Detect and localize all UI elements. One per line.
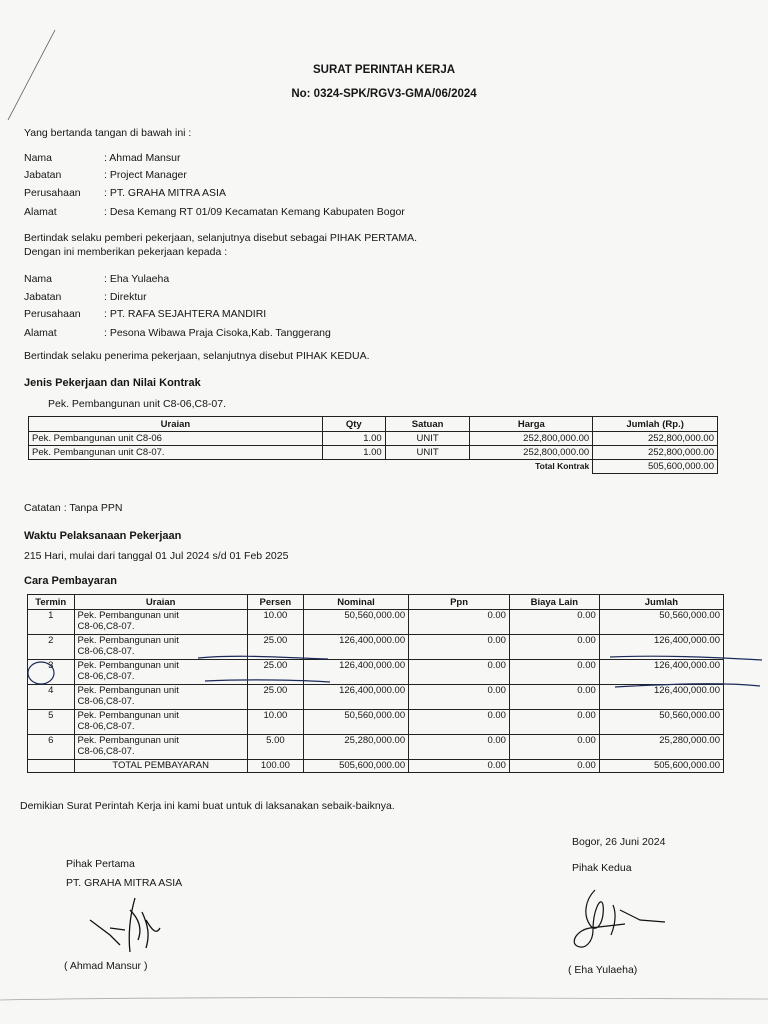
schedule-text: 215 Hari, mulai dari tanggal 01 Jul 2024 s/d 01 Feb 2025 [24,550,289,562]
second-party-title: Pihak Kedua [572,862,632,874]
first-party-label: Alamat [24,206,57,218]
termin-number: 1 [28,610,75,635]
item-unit: UNIT [385,432,470,446]
description-line: C8-06,C8-07. [77,621,135,632]
first-party-label: Perusahaan [24,187,81,199]
description-line: C8-06,C8-07. [77,671,135,682]
item-unit: UNIT [385,446,470,460]
termin-nominal: 50,560,000.00 [303,710,408,735]
termin-amount: 126,400,000.00 [599,660,723,685]
total-ppn: 0.00 [409,760,510,773]
column-header: Ppn [409,595,510,610]
description-line: Pek. Pembangunan unit [77,685,179,696]
termin-number: 2 [28,635,75,660]
first-party-label: Nama [24,152,53,164]
intro-text: Yang bertanda tangan di bawah ini : [24,127,192,139]
underline-mark [205,680,330,682]
termin-nominal: 126,400,000.00 [303,685,408,710]
item-amount: 252,800,000.00 [593,432,718,446]
termin-number: 3 [28,660,75,685]
underline-mark [615,684,760,687]
first-party-value: : Desa Kemang RT 01/09 Kecamatan Kemang Kabupaten Bogor [104,206,405,218]
document-number: No: 0324-SPK/RGV3-GMA/06/2024 [291,88,477,100]
total-nominal: 505,600,000.00 [303,760,408,773]
termin-nominal: 126,400,000.00 [303,660,408,685]
termin-ppn: 0.00 [409,660,510,685]
item-price: 252,800,000.00 [470,432,593,446]
column-header: Persen [247,595,303,610]
first-party-value: : Project Manager [104,169,187,181]
item-price: 252,800,000.00 [470,446,593,460]
first-party-label: Jabatan [24,169,62,181]
second-party-value: : Direktur [104,291,147,303]
description-line: C8-06,C8-07. [77,746,135,757]
termin-other-cost: 0.00 [509,710,599,735]
termin-percent: 25.00 [247,685,303,710]
payment-heading: Cara Pembayaran [24,575,117,587]
description-line: Pek. Pembangunan unit [77,610,179,621]
place-date: Bogor, 26 Juni 2024 [572,836,666,848]
second-party-label: Nama [24,273,53,285]
column-header: Qty [322,417,385,432]
description-line: Pek. Pembangunan unit [77,735,179,746]
termin-percent: 25.00 [247,635,303,660]
column-header: Jumlah (Rp.) [593,417,718,432]
column-header: Uraian [29,417,323,432]
work-description: Pek. Pembangunan unit C8-06,C8-07. [48,398,227,410]
termin-ppn: 0.00 [409,635,510,660]
underline-mark [198,656,328,659]
second-party-statement: Bertindak selaku penerima pekerjaan, selanjutnya disebut PIHAK KEDUA. [24,350,370,362]
item-qty: 1.00 [322,446,385,460]
column-header: Termin [28,595,75,610]
total-payment-label: TOTAL PEMBAYARAN [74,760,247,773]
termin-number: 6 [28,735,75,760]
description-line: Pek. Pembangunan unit [77,660,179,671]
termin-other-cost: 0.00 [509,660,599,685]
termin-other-cost: 0.00 [509,685,599,710]
total-contract-value: 505,600,000.00 [593,460,718,474]
first-party-signature [80,890,200,970]
underline-mark [610,656,762,660]
termin-number: 4 [28,685,75,710]
termin-ppn: 0.00 [409,735,510,760]
termin-amount: 50,560,000.00 [599,610,723,635]
termin-ppn: 0.00 [409,685,510,710]
second-party-label: Jabatan [24,291,62,303]
termin-percent: 10.00 [247,710,303,735]
termin-other-cost: 0.00 [509,735,599,760]
description-line: Pek. Pembangunan unit [77,635,179,646]
description-line: C8-06,C8-07. [77,696,135,707]
item-qty: 1.00 [322,432,385,446]
scan-mark [0,998,768,1000]
circle-mark [28,662,54,684]
item-description: Pek. Pembangunan unit C8-07. [29,446,323,460]
second-party-value: : PT. RAFA SEJAHTERA MANDIRI [104,308,267,320]
column-header: Jumlah [599,595,723,610]
termin-ppn: 0.00 [409,610,510,635]
termin-nominal: 126,400,000.00 [303,635,408,660]
termin-other-cost: 0.00 [509,610,599,635]
description-line: Pek. Pembangunan unit [77,710,179,721]
column-header: Biaya Lain [509,595,599,610]
termin-nominal: 50,560,000.00 [303,610,408,635]
termin-percent: 5.00 [247,735,303,760]
termin-amount: 126,400,000.00 [599,685,723,710]
second-party-value: : Eha Yulaeha [104,273,170,285]
second-party-signature [555,880,685,960]
first-party-name: ( Ahmad Mansur ) [64,960,148,972]
closing-text: Demikian Surat Perintah Kerja ini kami buat untuk di laksanakan sebaik-baiknya. [20,800,395,812]
total-percent: 100.00 [247,760,303,773]
handover-statement: Dengan ini memberikan pekerjaan kepada : [24,246,228,258]
scan-mark [8,30,55,120]
note-text: Catatan : Tanpa PPN [24,502,123,514]
description-line: C8-06,C8-07. [77,721,135,732]
column-header: Harga [470,417,593,432]
total-other-cost: 0.00 [509,760,599,773]
item-description: Pek. Pembangunan unit C8-06 [29,432,323,446]
first-party-value: : PT. GRAHA MITRA ASIA [104,187,226,199]
termin-nominal: 25,280,000.00 [303,735,408,760]
second-party-label: Perusahaan [24,308,81,320]
termin-percent: 25.00 [247,660,303,685]
first-party-value: : Ahmad Mansur [104,152,181,164]
second-party-name: ( Eha Yulaeha) [568,964,638,976]
termin-percent: 10.00 [247,610,303,635]
column-header: Nominal [303,595,408,610]
total-amount: 505,600,000.00 [599,760,723,773]
work-heading: Jenis Pekerjaan dan Nilai Kontrak [24,377,201,389]
document-title: SURAT PERINTAH KERJA [312,64,456,76]
termin-amount: 25,280,000.00 [599,735,723,760]
termin-number: 5 [28,710,75,735]
schedule-heading: Waktu Pelaksanaan Pekerjaan [24,530,182,542]
termin-amount: 50,560,000.00 [599,710,723,735]
description-line: C8-06,C8-07. [77,646,135,657]
item-amount: 252,800,000.00 [593,446,718,460]
column-header: Satuan [385,417,470,432]
first-party-title: Pihak Pertama [66,858,135,870]
column-header: Uraian [74,595,247,610]
termin-other-cost: 0.00 [509,635,599,660]
total-contract-label: Total Kontrak [535,461,590,472]
second-party-label: Alamat [24,327,57,339]
first-party-statement: Bertindak selaku pemberi pekerjaan, selanjutnya disebut sebagai PIHAK PERTAMA. [24,232,417,244]
first-party-company: PT. GRAHA MITRA ASIA [66,877,183,889]
termin-ppn: 0.00 [409,710,510,735]
second-party-value: : Pesona Wibawa Praja Cisoka,Kab. Tanggerang [104,327,331,339]
termin-amount: 126,400,000.00 [599,635,723,660]
